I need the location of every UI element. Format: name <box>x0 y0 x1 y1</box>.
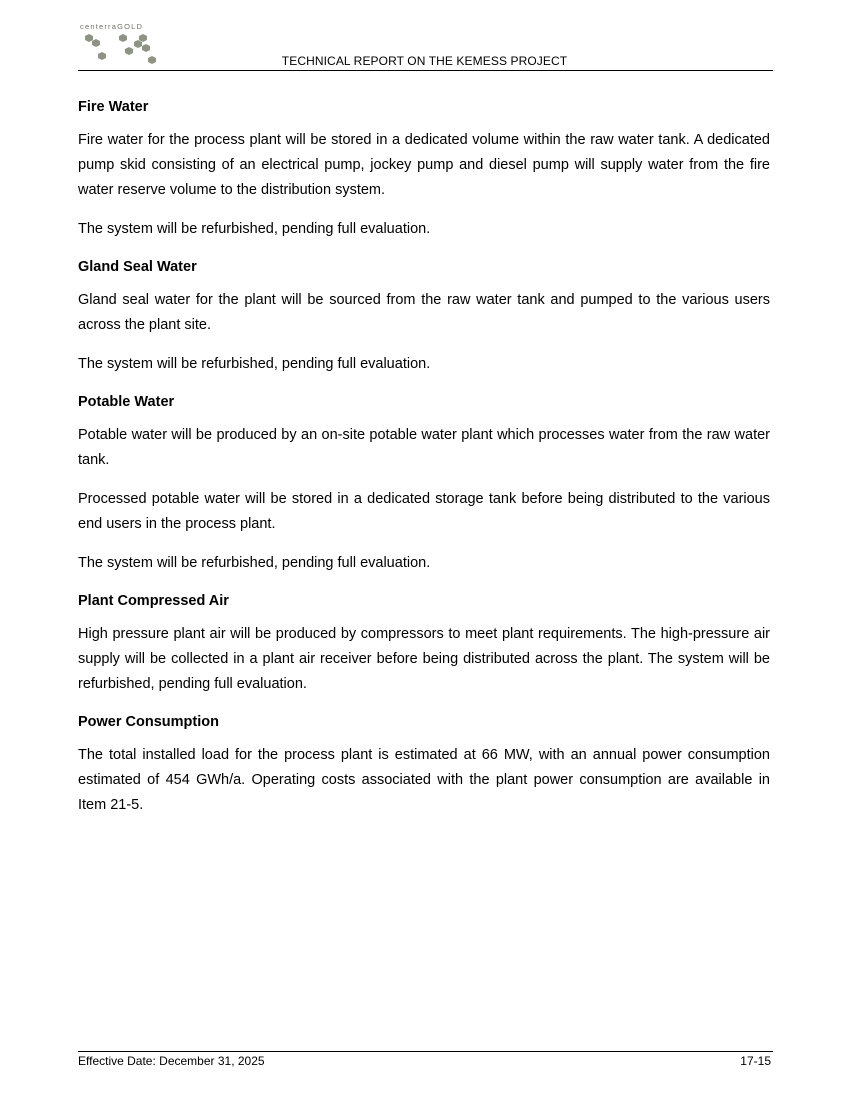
paragraph: Processed potable water will be stored in a dedicated storage tank before being distributed to the various end users in the process plant. <box>78 491 770 532</box>
section-plant-compressed-air <box>78 590 770 697</box>
section-heading: Plant Compressed Air <box>78 593 229 609</box>
report-title: TECHNICAL REPORT ON THE KEMESS PROJECT <box>281 54 568 68</box>
section-potable-water <box>78 391 770 576</box>
section-fire-water <box>78 96 770 242</box>
report-body <box>78 96 770 832</box>
paragraph: Fire water for the process plant will be stored in a dedicated volume within the raw water tank. A dedicated pump skid consisting of an electrical pump, jockey pump and diesel pump will supply water from the fire water reserve volume to the distribution system. <box>78 132 770 198</box>
section-heading: Potable Water <box>78 394 175 410</box>
paragraph: The system will be refurbished, pending full evaluation. <box>78 555 431 571</box>
paragraph: The total installed load for the process plant is estimated at 66 MW, with an annual power consumption estimated of 454 GWh/a. Operating costs associated with the plant power consumption are available in Item 21-5. <box>78 747 770 813</box>
page-number: 17-15 <box>740 1054 771 1068</box>
paragraph: High pressure plant air will be produced by compressors to meet plant requirements. The high-pressure air supply will be collected in a plant air receiver before being distributed across the plant. The system will be refurbished, pending full evaluation. <box>78 626 770 692</box>
effective-date: Effective Date: December 31, 2025 <box>78 1054 265 1068</box>
section-gland-seal-water <box>78 256 770 377</box>
header-divider <box>78 70 773 71</box>
section-heading: Gland Seal Water <box>78 259 197 275</box>
logo-text: centerraGOLD <box>80 22 144 31</box>
section-power-consumption <box>78 711 770 818</box>
section-heading: Fire Water <box>78 99 149 115</box>
paragraph: Gland seal water for the plant will be sourced from the raw water tank and pumped to the various users across the plant site. <box>78 292 770 333</box>
section-heading: Power Consumption <box>78 714 219 730</box>
footer-divider <box>78 1051 773 1052</box>
paragraph: The system will be refurbished, pending full evaluation. <box>78 356 431 372</box>
paragraph: The system will be refurbished, pending full evaluation. <box>78 221 431 237</box>
paragraph: Potable water will be produced by an on-site potable water plant which processes water from the raw water tank. <box>78 427 770 468</box>
